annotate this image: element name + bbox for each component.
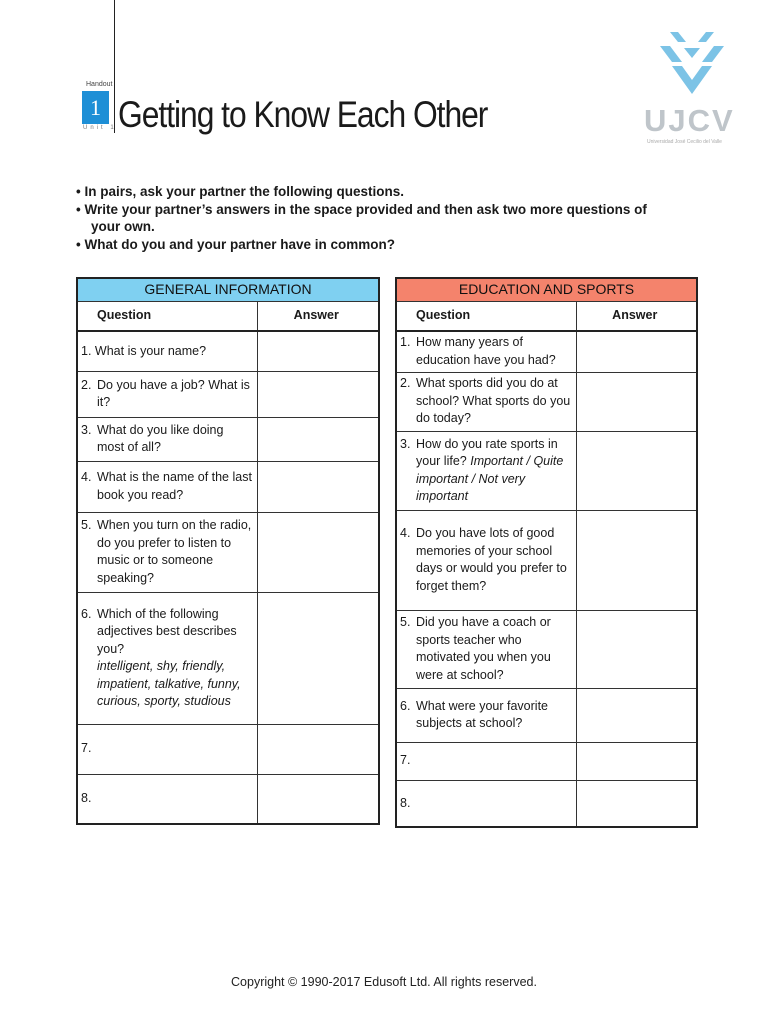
table-row — [77, 417, 379, 461]
question-cell: 5. Did you have a coach or sports teacher who motivated you when you were at school? — [396, 610, 576, 688]
answer-cell[interactable] — [576, 688, 697, 742]
table-row — [77, 512, 379, 592]
question-column-header: Question — [77, 302, 257, 332]
answer-cell[interactable] — [576, 331, 697, 372]
question-column-header: Question — [396, 302, 576, 332]
table-row — [396, 688, 697, 742]
answer-cell[interactable] — [257, 512, 379, 592]
question-cell: 1. What is your name? — [77, 331, 257, 371]
question-cell: 7. — [396, 742, 576, 780]
question-cell: 7. — [77, 724, 257, 774]
question-cell: 6. Which of the following adjectives best describes you? intelligent, shy, friendly, impatient, talkative, funny, curious, sporty, studious — [77, 592, 257, 724]
question-cell: 3. What do you like doing most of all? — [77, 417, 257, 461]
table-row — [396, 510, 697, 610]
table-row — [77, 331, 379, 371]
question-cell: 4. Do you have lots of good memories of your school days or would you prefer to forget them? — [396, 510, 576, 610]
answer-cell[interactable] — [257, 592, 379, 724]
answer-cell[interactable] — [576, 431, 697, 510]
answer-cell[interactable] — [257, 774, 379, 824]
table-row — [396, 431, 697, 510]
general-information-table — [76, 277, 380, 825]
question-cell: 6. What were your favorite subjects at school? — [396, 688, 576, 742]
question-cell: 3. How do you rate sports in your life? Important / Quite important / Not very important — [396, 431, 576, 510]
general-table-title: GENERAL INFORMATION — [77, 278, 379, 302]
answer-cell[interactable] — [257, 371, 379, 417]
handout-label: Handout — [86, 81, 113, 88]
answer-cell[interactable] — [576, 510, 697, 610]
logo-wordmark: UJCV — [644, 103, 735, 138]
table-row — [77, 461, 379, 512]
question-cell: 5. When you turn on the radio, do you prefer to listen to music or to someone speaking? — [77, 512, 257, 592]
question-cell: 2. Do you have a job? What is it? — [77, 371, 257, 417]
page-title: Getting to Know Each Other — [118, 94, 488, 135]
question-cell: 2. What sports did you do at school? What sports do you do today? — [396, 372, 576, 431]
education-and-sports-table — [395, 277, 698, 828]
table-row — [77, 774, 379, 824]
table-row — [77, 724, 379, 774]
unit-label: Unit 1 — [83, 125, 117, 131]
answer-cell[interactable] — [576, 742, 697, 780]
instruction-line: • What do you and your partner have in common? — [76, 236, 396, 252]
rating-options: Important / Quite important / Not very important — [416, 454, 564, 503]
instruction-line: your own. — [91, 219, 155, 234]
table-row — [396, 610, 697, 688]
education-table-title: EDUCATION AND SPORTS — [396, 278, 697, 302]
table-row — [77, 371, 379, 417]
answer-column-header: Answer — [576, 302, 697, 332]
unit-number-badge: 1 — [82, 91, 109, 124]
question-cell: 4. What is the name of the last book you read? — [77, 461, 257, 512]
question-cell: 8. — [396, 780, 576, 827]
table-row — [77, 592, 379, 724]
answer-cell[interactable] — [257, 331, 379, 371]
answer-cell[interactable] — [576, 610, 697, 688]
answer-cell[interactable] — [257, 417, 379, 461]
answer-cell[interactable] — [257, 724, 379, 774]
answer-cell[interactable] — [576, 780, 697, 827]
table-row — [396, 780, 697, 827]
instruction-line: • Write your partner’s answers in the space provided and then ask two more questions of — [76, 201, 647, 217]
question-cell: 1. How many years of education have you had? — [396, 331, 576, 372]
instruction-line: • In pairs, ask your partner the following questions. — [76, 184, 405, 199]
question-cell: 8. — [77, 774, 257, 824]
table-row — [396, 331, 697, 372]
ujcv-logo-icon — [640, 28, 744, 100]
instructions — [76, 183, 696, 253]
table-row — [396, 742, 697, 780]
table-row — [396, 372, 697, 431]
answer-cell[interactable] — [576, 372, 697, 431]
answer-cell[interactable] — [257, 461, 379, 512]
adjective-options: intelligent, shy, friendly, impatient, talkative, funny, curious, sporty, studious — [97, 659, 241, 708]
copyright-footer: Copyright © 1990-2017 Edusoft Ltd. All rights reserved. — [231, 975, 537, 989]
header-divider-line — [114, 0, 115, 133]
answer-column-header: Answer — [257, 302, 379, 332]
logo-subtitle: Universidad José Cecilio del Valle — [647, 139, 722, 145]
